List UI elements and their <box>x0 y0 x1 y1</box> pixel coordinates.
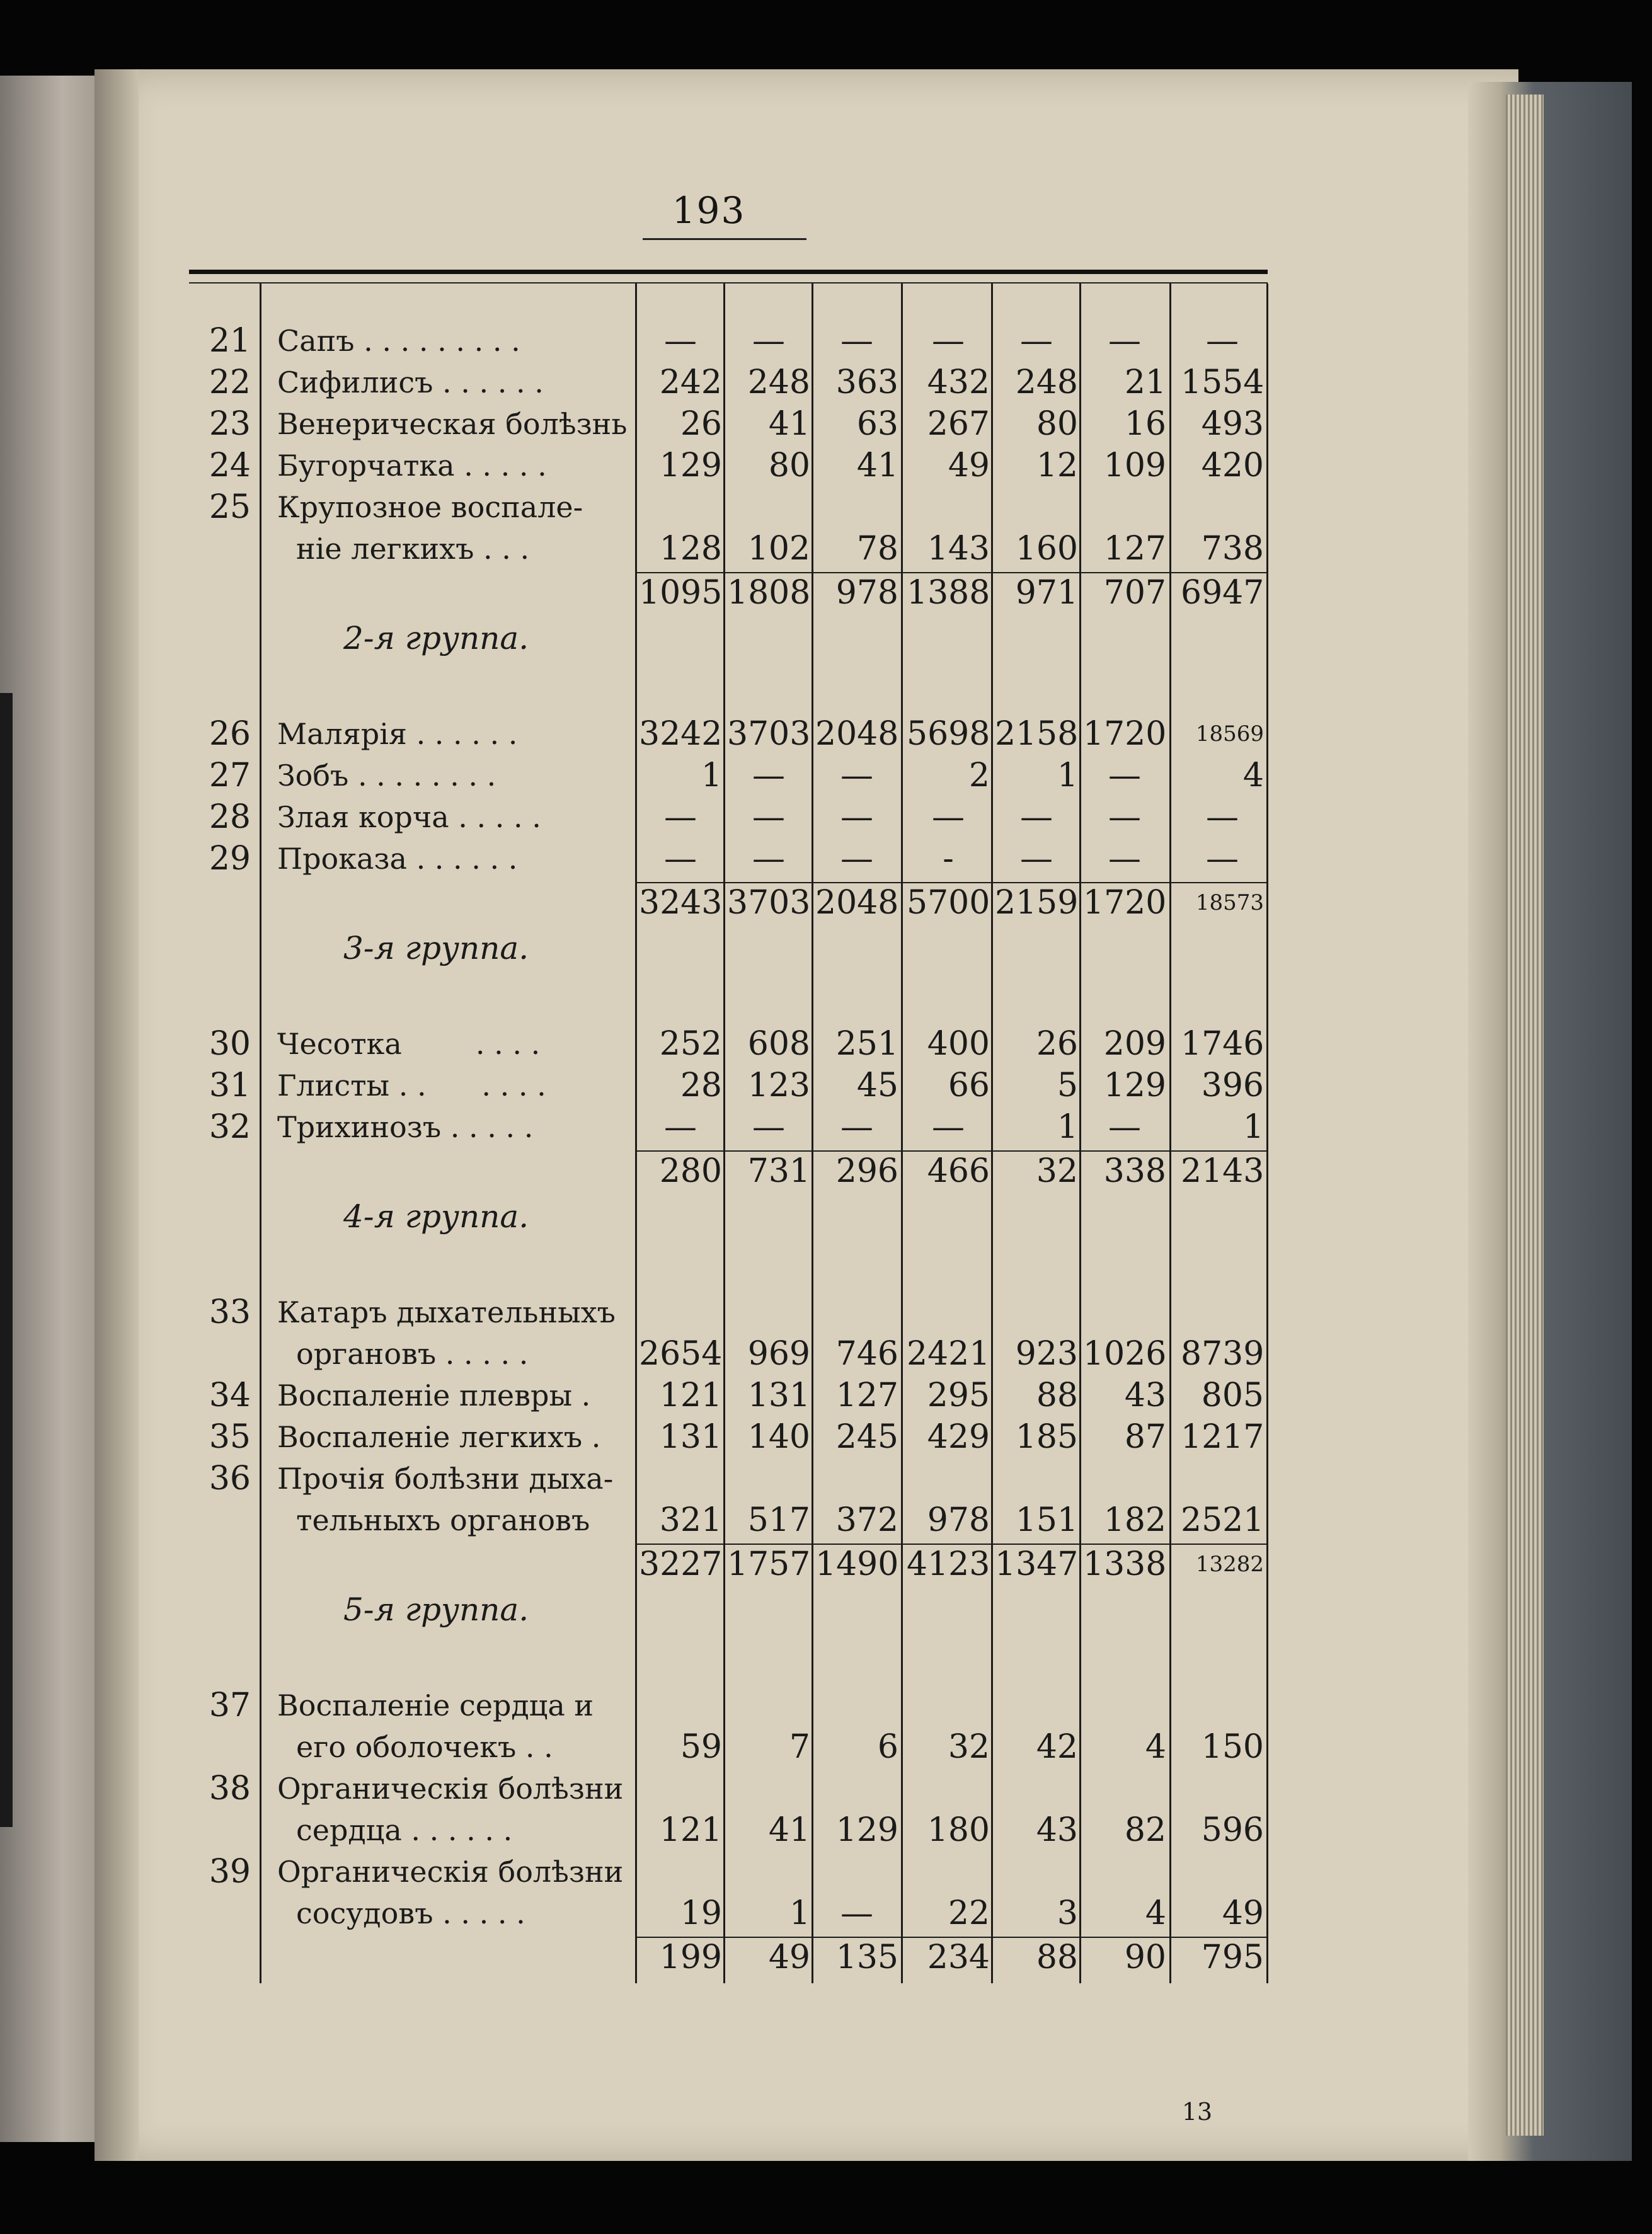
data-cell: 45 <box>856 1067 898 1104</box>
row-label: Воспаленіе легкихъ . <box>277 1420 601 1454</box>
subtotal-cell: 1757 <box>727 1545 811 1583</box>
data-cell: 2421 <box>907 1335 990 1373</box>
row-number: 26 <box>209 715 251 753</box>
data-cell: 596 <box>1201 1811 1264 1849</box>
data-cell: 923 <box>1015 1335 1078 1373</box>
data-cell: — <box>1206 798 1239 836</box>
data-cell: 150 <box>1201 1728 1264 1766</box>
data-cell: 2654 <box>639 1335 723 1373</box>
group-heading: 2-я группа. <box>343 620 529 656</box>
data-cell: 1554 <box>1181 364 1265 401</box>
group-heading: 5-я группа. <box>343 1591 529 1628</box>
data-cell: 2158 <box>995 715 1079 753</box>
page-number-rule <box>643 238 806 240</box>
data-cell: 43 <box>1036 1811 1078 1849</box>
data-cell: 5 <box>1057 1067 1078 1104</box>
data-cell: 429 <box>927 1418 990 1456</box>
row-label: Чесотка . . . . <box>277 1027 541 1061</box>
row-label: Трихинозъ . . . . . <box>277 1110 534 1144</box>
data-cell: 805 <box>1201 1377 1264 1414</box>
page-gutter <box>95 69 139 2161</box>
column-rule <box>1079 284 1081 1983</box>
data-cell: 131 <box>747 1377 810 1414</box>
data-cell: 248 <box>747 364 810 401</box>
data-cell: 1 <box>789 1894 810 1932</box>
data-cell: 1 <box>1057 1108 1078 1146</box>
subtotal-cell: 199 <box>659 1939 722 1976</box>
data-cell: — <box>1108 840 1141 878</box>
subtotal-cell: 18573 <box>1195 890 1264 915</box>
data-cell: 49 <box>948 447 990 484</box>
data-cell: — <box>752 757 785 794</box>
data-cell: 19 <box>680 1894 722 1932</box>
data-cell: 363 <box>835 364 898 401</box>
data-cell: 1 <box>1057 757 1078 794</box>
row-number: 25 <box>209 488 251 526</box>
data-cell: — <box>932 798 965 836</box>
table-top-rule-thin <box>189 282 1268 284</box>
column-rule <box>812 284 813 1983</box>
data-cell: 6 <box>877 1728 898 1766</box>
subtotal-cell: 135 <box>835 1939 898 1976</box>
row-number: 33 <box>209 1293 251 1331</box>
page-edges <box>1506 95 1544 2136</box>
row-number: 35 <box>209 1418 251 1456</box>
data-cell: 1026 <box>1083 1335 1167 1373</box>
data-cell: 109 <box>1103 447 1166 484</box>
data-cell: 8739 <box>1181 1335 1265 1373</box>
column-rule <box>260 284 261 1983</box>
row-number: 34 <box>209 1377 251 1414</box>
row-label-continued: ніе легкихъ . . . <box>296 532 530 566</box>
data-cell: 128 <box>659 530 722 568</box>
subtotal-cell: 1808 <box>727 574 811 612</box>
data-cell: 102 <box>747 530 810 568</box>
row-label-continued: тельныхъ органовъ <box>296 1503 590 1537</box>
data-cell: 252 <box>659 1025 722 1063</box>
data-cell: - <box>943 840 954 878</box>
data-cell: — <box>1108 322 1141 360</box>
subtotal-cell: 978 <box>835 574 898 612</box>
data-cell: 4 <box>1242 757 1264 794</box>
row-label: Сифилисъ . . . . . . <box>277 365 544 399</box>
data-cell: — <box>664 840 697 878</box>
row-number: 30 <box>209 1025 251 1063</box>
data-cell: 517 <box>747 1501 810 1539</box>
subtotal-cell: 2048 <box>815 884 899 922</box>
row-number: 36 <box>209 1460 251 1498</box>
subtotal-cell: 1490 <box>815 1545 899 1583</box>
data-cell: 32 <box>948 1728 990 1766</box>
data-cell: 18569 <box>1195 721 1264 747</box>
table-top-rule <box>189 270 1268 274</box>
data-cell: 41 <box>768 405 810 443</box>
data-cell: 3703 <box>727 715 811 753</box>
data-cell: 160 <box>1015 530 1078 568</box>
row-label-continued: органовъ . . . . . <box>296 1337 529 1371</box>
data-cell: 245 <box>835 1418 898 1456</box>
subtotal-cell: 971 <box>1015 574 1078 612</box>
data-cell: 143 <box>927 530 990 568</box>
data-cell: 80 <box>768 447 810 484</box>
subtotal-cell: 88 <box>1036 1939 1078 1976</box>
data-cell: 396 <box>1201 1067 1264 1104</box>
row-label-continued: его оболочекъ . . <box>296 1730 553 1764</box>
row-number: 27 <box>209 757 251 794</box>
data-cell: — <box>932 1108 965 1146</box>
data-cell: 182 <box>1103 1501 1166 1539</box>
page-number: 193 <box>672 189 746 232</box>
row-label: Проказа . . . . . . <box>277 842 518 876</box>
data-cell: 1 <box>1242 1108 1264 1146</box>
column-rule <box>1266 284 1268 1983</box>
data-cell: 2 <box>968 757 990 794</box>
data-cell: — <box>1206 322 1239 360</box>
row-number: 28 <box>209 798 251 836</box>
row-number: 38 <box>209 1770 251 1807</box>
data-cell: 28 <box>680 1067 722 1104</box>
data-cell: — <box>840 757 873 794</box>
data-cell: 295 <box>927 1377 990 1414</box>
row-number: 37 <box>209 1687 251 1724</box>
column-rule <box>901 284 903 1983</box>
row-label: Органическія болѣзни <box>277 1855 624 1889</box>
subtotal-cell: 3243 <box>639 884 723 922</box>
subtotal-cell: 4123 <box>907 1545 990 1583</box>
column-rule <box>1169 284 1171 1983</box>
subtotal-cell: 1338 <box>1083 1545 1167 1583</box>
data-cell: 3242 <box>639 715 723 753</box>
subtotal-cell: 13282 <box>1195 1552 1264 1577</box>
subtotal-cell: 2159 <box>995 884 1079 922</box>
data-cell: — <box>664 1108 697 1146</box>
data-cell: — <box>752 1108 785 1146</box>
subtotal-cell: 6947 <box>1181 574 1265 612</box>
row-number: 32 <box>209 1108 251 1146</box>
row-number: 31 <box>209 1067 251 1104</box>
data-cell: 129 <box>1103 1067 1166 1104</box>
subtotal-cell: 1388 <box>907 574 990 612</box>
data-cell: — <box>1108 1108 1141 1146</box>
data-cell: 209 <box>1103 1025 1166 1063</box>
row-label: Сапъ . . . . . . . . . <box>277 324 520 358</box>
data-cell: 5698 <box>907 715 990 753</box>
column-rule <box>991 284 993 1983</box>
data-cell: 43 <box>1124 1377 1166 1414</box>
data-cell: 746 <box>835 1335 898 1373</box>
subtotal-cell: 466 <box>927 1152 990 1190</box>
data-cell: 59 <box>680 1728 722 1766</box>
data-cell: — <box>840 840 873 878</box>
data-cell: 2048 <box>815 715 899 753</box>
data-cell: 248 <box>1015 364 1078 401</box>
row-label: Воспаленіе плевры . <box>277 1378 591 1412</box>
data-cell: 82 <box>1124 1811 1166 1849</box>
subtotal-cell: 707 <box>1103 574 1166 612</box>
subtotal-cell: 2143 <box>1181 1152 1265 1190</box>
data-cell: 80 <box>1036 405 1078 443</box>
row-label: Катаръ дыхательныхъ <box>277 1295 616 1329</box>
subtotal-cell: 234 <box>927 1939 990 1976</box>
book-cover-edge <box>1468 82 1632 2161</box>
subtotal-cell: 280 <box>659 1152 722 1190</box>
data-cell: 420 <box>1201 447 1264 484</box>
row-label: Прочія болѣзни дыха- <box>277 1462 614 1496</box>
data-cell: 22 <box>948 1894 990 1932</box>
data-cell: 4 <box>1145 1894 1166 1932</box>
row-number: 39 <box>209 1853 251 1891</box>
column-rule <box>723 284 725 1983</box>
data-cell: 127 <box>835 1377 898 1414</box>
subtotal-cell: 1095 <box>639 574 723 612</box>
row-label: Венерическая болѣзнь <box>277 407 628 441</box>
data-cell: 78 <box>856 530 898 568</box>
data-cell: — <box>840 798 873 836</box>
data-cell: 123 <box>747 1067 810 1104</box>
row-number: 24 <box>209 447 251 484</box>
group-heading: 4-я группа. <box>343 1198 529 1235</box>
subtotal-cell: 731 <box>747 1152 810 1190</box>
subtotal-cell: 338 <box>1103 1152 1166 1190</box>
data-cell: — <box>752 798 785 836</box>
data-cell: 969 <box>747 1335 810 1373</box>
row-number: 23 <box>209 405 251 443</box>
data-cell: 129 <box>835 1811 898 1849</box>
data-cell: — <box>1206 840 1239 878</box>
data-cell: 180 <box>927 1811 990 1849</box>
data-cell: 42 <box>1036 1728 1078 1766</box>
data-cell: 131 <box>659 1418 722 1456</box>
data-cell: 26 <box>1036 1025 1078 1063</box>
left-page-shadow <box>0 693 13 1827</box>
data-cell: 978 <box>927 1501 990 1539</box>
subtotal-cell: 90 <box>1124 1939 1166 1976</box>
data-cell: 372 <box>835 1501 898 1539</box>
data-cell: 1 <box>701 757 722 794</box>
data-cell: 1217 <box>1181 1418 1265 1456</box>
data-cell: 432 <box>927 364 990 401</box>
data-cell: 400 <box>927 1025 990 1063</box>
data-cell: 121 <box>659 1811 722 1849</box>
row-label: Злая корча . . . . . <box>277 800 541 834</box>
data-cell: — <box>840 1108 873 1146</box>
data-cell: — <box>1108 757 1141 794</box>
subtotal-cell: 5700 <box>907 884 990 922</box>
subtotal-cell: 3227 <box>639 1545 723 1583</box>
data-cell: 88 <box>1036 1377 1078 1414</box>
data-cell: 608 <box>747 1025 810 1063</box>
data-cell: 66 <box>948 1067 990 1104</box>
data-cell: 493 <box>1201 405 1264 443</box>
row-label-continued: сосудовъ . . . . . <box>296 1896 525 1930</box>
subtotal-cell: 1720 <box>1083 884 1167 922</box>
data-cell: — <box>664 322 697 360</box>
data-cell: 185 <box>1015 1418 1078 1456</box>
data-cell: 140 <box>747 1418 810 1456</box>
data-cell: 16 <box>1124 405 1166 443</box>
data-cell: — <box>664 798 697 836</box>
data-cell: 1746 <box>1181 1025 1265 1063</box>
data-cell: 21 <box>1124 364 1166 401</box>
data-cell: 127 <box>1103 530 1166 568</box>
subtotal-cell: 3703 <box>727 884 811 922</box>
data-cell: 12 <box>1036 447 1078 484</box>
row-number: 29 <box>209 840 251 878</box>
data-cell: 49 <box>1222 1894 1264 1932</box>
subtotal-cell: 49 <box>768 1939 810 1976</box>
row-label: Органическія болѣзни <box>277 1772 624 1806</box>
data-cell: 63 <box>856 405 898 443</box>
data-cell: 129 <box>659 447 722 484</box>
row-label: Воспаленіе сердца и <box>277 1688 594 1722</box>
row-label: Глисты . . . . . . <box>277 1068 546 1103</box>
data-cell: — <box>752 322 785 360</box>
row-label: Бугорчатка . . . . . <box>277 449 547 483</box>
data-cell: 87 <box>1124 1418 1166 1456</box>
data-cell: 121 <box>659 1377 722 1414</box>
data-cell: 321 <box>659 1501 722 1539</box>
group-heading: 3-я группа. <box>343 930 529 966</box>
subtotal-cell: 32 <box>1036 1152 1078 1190</box>
data-cell: — <box>752 840 785 878</box>
data-cell: 251 <box>835 1025 898 1063</box>
data-cell: — <box>1020 322 1053 360</box>
data-cell: — <box>840 322 873 360</box>
column-rule <box>635 284 637 1983</box>
data-cell: 26 <box>680 405 722 443</box>
data-cell: 2521 <box>1181 1501 1265 1539</box>
row-number: 21 <box>209 322 251 360</box>
row-number: 22 <box>209 364 251 401</box>
subtotal-cell: 795 <box>1201 1939 1264 1976</box>
row-label: Крупозное воспале- <box>277 490 583 524</box>
data-cell: 41 <box>856 447 898 484</box>
row-label: Малярія . . . . . . <box>277 717 518 751</box>
data-cell: — <box>1020 798 1053 836</box>
data-cell: 1720 <box>1083 715 1167 753</box>
data-cell: 151 <box>1015 1501 1078 1539</box>
data-cell: 267 <box>927 405 990 443</box>
data-cell: — <box>1020 840 1053 878</box>
data-cell: — <box>840 1894 873 1932</box>
row-label-continued: сердца . . . . . . <box>296 1813 513 1847</box>
signature-number: 13 <box>1181 2098 1213 2126</box>
data-cell: 7 <box>789 1728 810 1766</box>
data-cell: 4 <box>1145 1728 1166 1766</box>
subtotal-cell: 296 <box>835 1152 898 1190</box>
data-cell: 242 <box>659 364 722 401</box>
subtotal-cell: 1347 <box>995 1545 1079 1583</box>
row-label: Зобъ . . . . . . . . <box>277 759 496 793</box>
data-cell: 41 <box>768 1811 810 1849</box>
data-cell: 3 <box>1057 1894 1078 1932</box>
data-cell: 738 <box>1201 530 1264 568</box>
data-cell: — <box>1108 798 1141 836</box>
data-cell: — <box>932 322 965 360</box>
